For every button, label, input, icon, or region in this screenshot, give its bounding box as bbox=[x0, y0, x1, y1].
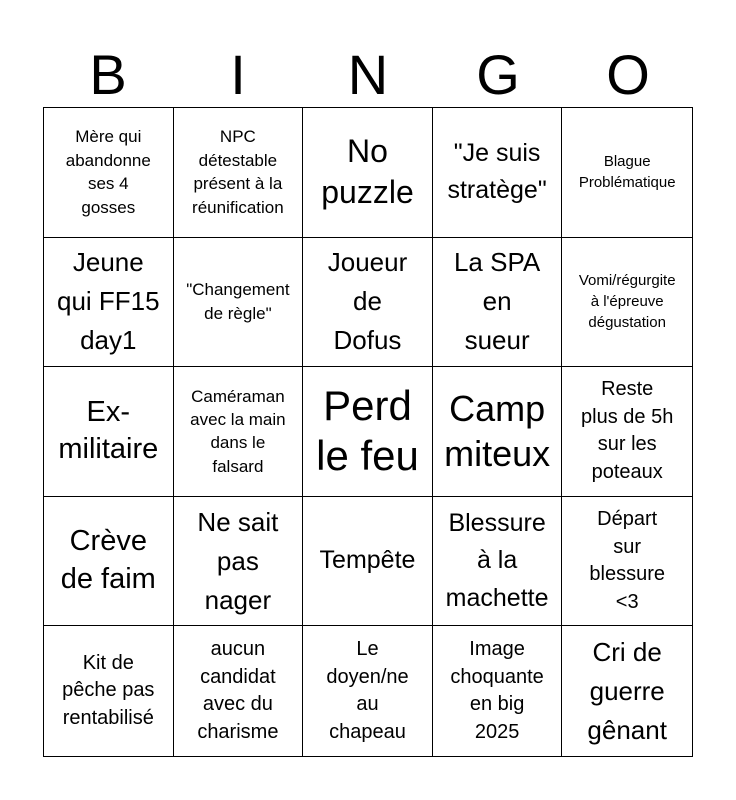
bingo-board bbox=[43, 107, 693, 757]
bingo-cell-r1-c1[interactable]: Mère qui abandonne ses 4 gosses bbox=[44, 108, 174, 238]
bingo-cell-r3-c3[interactable]: Perd le feu bbox=[303, 367, 433, 497]
bingo-cell-r3-c2[interactable]: Caméraman avec la main dans le falsard bbox=[174, 367, 304, 497]
bingo-cell-r5-c5[interactable]: Cri de guerre gênant bbox=[587, 636, 667, 745]
bingo-cell-r5-c2[interactable]: aucun candidat avec du charisme bbox=[174, 626, 304, 756]
bingo-cell-r4-c5[interactable]: Départ sur blessure <3 bbox=[562, 497, 692, 627]
bingo-cell-r5-c4[interactable]: Image choquante en big 2025 bbox=[433, 626, 563, 756]
bingo-cell-r3-c1[interactable]: Ex- militaire bbox=[44, 367, 174, 497]
bingo-cell-r4-c4[interactable]: Blessure à la machette bbox=[433, 497, 563, 627]
header-letter-b: B bbox=[89, 43, 127, 106]
header-letter-n: N bbox=[347, 43, 389, 106]
bingo-cell-r3-c4[interactable]: Camp miteux bbox=[433, 367, 563, 497]
header-letter-g: G bbox=[476, 43, 520, 106]
bingo-cell-r4-c3[interactable]: Tempête bbox=[303, 497, 433, 627]
header-letter-o: O bbox=[606, 43, 650, 106]
header-letter-i: I bbox=[230, 43, 246, 106]
bingo-cell-r2-c2[interactable]: "Changement de règle" bbox=[174, 238, 304, 368]
bingo-cell-r1-c5[interactable]: Blague Problématique bbox=[562, 108, 692, 238]
bingo-header bbox=[43, 42, 693, 108]
bingo-cell-r5-c1[interactable]: Kit de pêche pas rentabilisé bbox=[44, 626, 174, 756]
bingo-cell-r5-c3[interactable]: Le doyen/ne au chapeau bbox=[303, 626, 433, 756]
bingo-cell-r4-c2[interactable]: Ne sait pas nager bbox=[174, 497, 304, 627]
bingo-cell-r3-c5[interactable]: Reste plus de 5h sur les poteaux bbox=[562, 367, 692, 497]
bingo-cell-r2-c3[interactable]: Joueur de Dofus bbox=[303, 238, 433, 368]
bingo-cell-r2-c4[interactable]: La SPA en sueur bbox=[433, 238, 563, 368]
bingo-cell-r4-c1[interactable]: Crève de faim bbox=[44, 497, 174, 627]
bingo-cell-r1-c3[interactable]: No puzzle bbox=[303, 108, 433, 238]
bingo-cell-r2-c5[interactable]: Vomi/régurgite à l'épreuve dégustation bbox=[562, 238, 692, 368]
bingo-cell-r1-c4[interactable]: "Je suis stratège" bbox=[433, 108, 563, 238]
bingo-cell-r1-c2[interactable]: NPC détestable présent à la réunification bbox=[174, 108, 304, 238]
bingo-cell-r2-c1[interactable]: Jeune qui FF15 day1 bbox=[44, 238, 174, 368]
